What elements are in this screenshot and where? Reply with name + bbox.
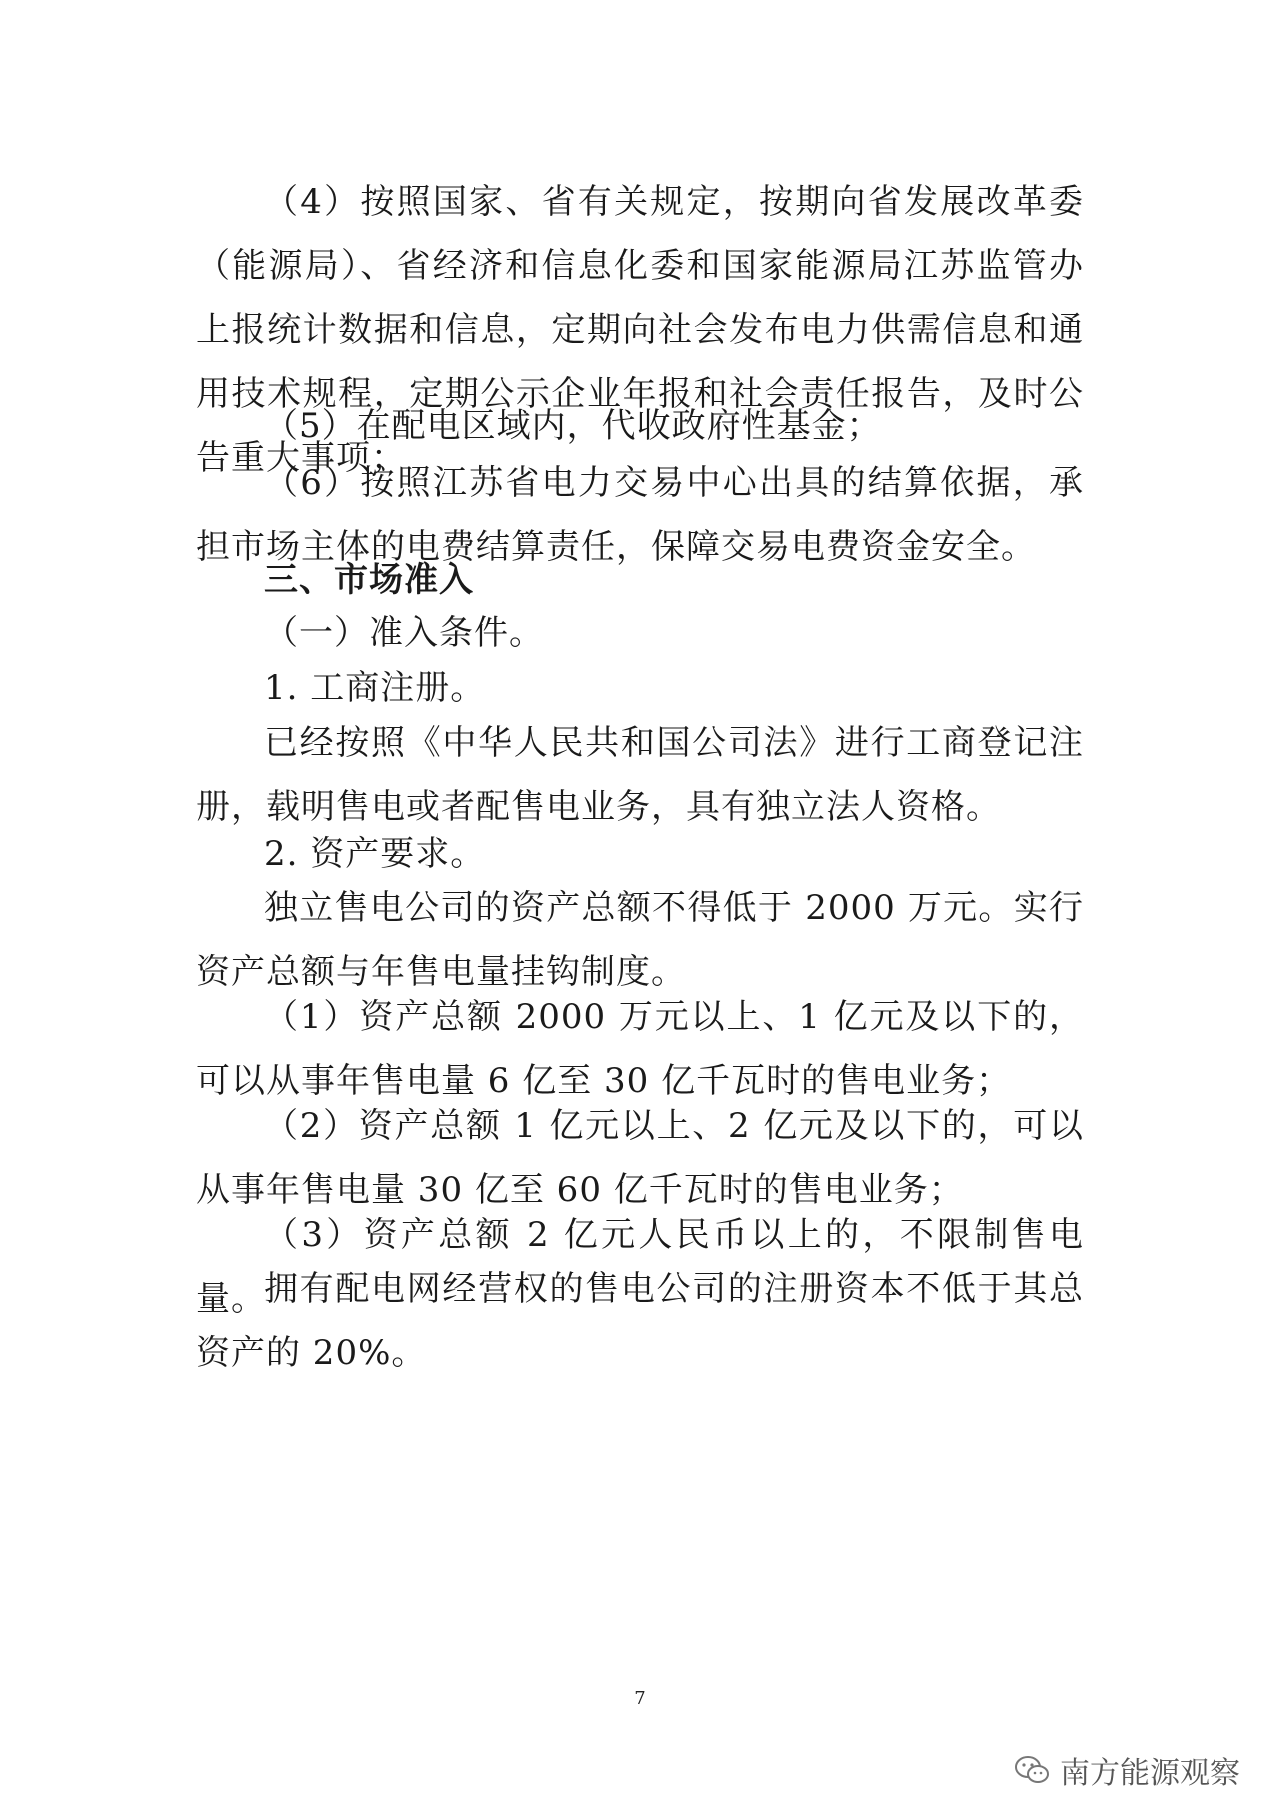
- closing-paragraph: 拥有配电网经营权的售电公司的注册资本不低于其总资产的 20%。: [196, 1269, 1084, 1373]
- page-number: 7: [634, 1688, 646, 1709]
- wechat-icon: [1014, 1754, 1050, 1786]
- watermark: [1014, 1748, 1240, 1792]
- watermark-text: 南方能源观察: [1060, 1756, 1240, 1791]
- item-1-body: 已经按照《中华人民共和国公司法》进行工商登记注册，载明售电或者配售电业务，具有独立法人资格。: [196, 723, 1084, 827]
- item-2-body: 独立售电公司的资产总额不得低于 2000 万元。实行资产总额与年售电量挂钩制度。: [196, 888, 1084, 992]
- paragraph-item-4: （4）按照国家、省有关规定，按期向省发展改革委（能源局）、省经济和信息化委和国家能源局江苏监管办上报统计数据和信息，定期向社会发布电力供需信息和通用技术规程，定期公示企业年报和社会责任报告，及时公告重大事项；: [196, 182, 1084, 478]
- item-1-title: 1. 工商注册。: [264, 668, 486, 708]
- paragraph-item-5: （5）在配电区域内，代收政府性基金；: [264, 406, 882, 446]
- paragraph-item-6: （6）按照江苏省电力交易中心出具的结算依据，承担市场主体的电费结算责任，保障交易电费资金安全。: [196, 463, 1084, 567]
- item-2-title: 2. 资产要求。: [264, 834, 486, 874]
- asset-rule-1: （1）资产总额 2000 万元以上、1 亿元及以下的，可以从事年售电量 6 亿至 30 亿千瓦时的售电业务；: [196, 997, 1084, 1101]
- section-heading: 三、市场准入: [264, 560, 474, 600]
- asset-rule-2: （2）资产总额 1 亿元以上、2 亿元及以下的，可以从事年售电量 30 亿至 60 亿千瓦时的售电业务；: [196, 1106, 1084, 1210]
- asset-rule-3: （3）资产总额 2 亿元人民币以上的，不限制售电量。: [196, 1215, 1084, 1319]
- subsection-heading: （一）准入条件。: [264, 613, 544, 653]
